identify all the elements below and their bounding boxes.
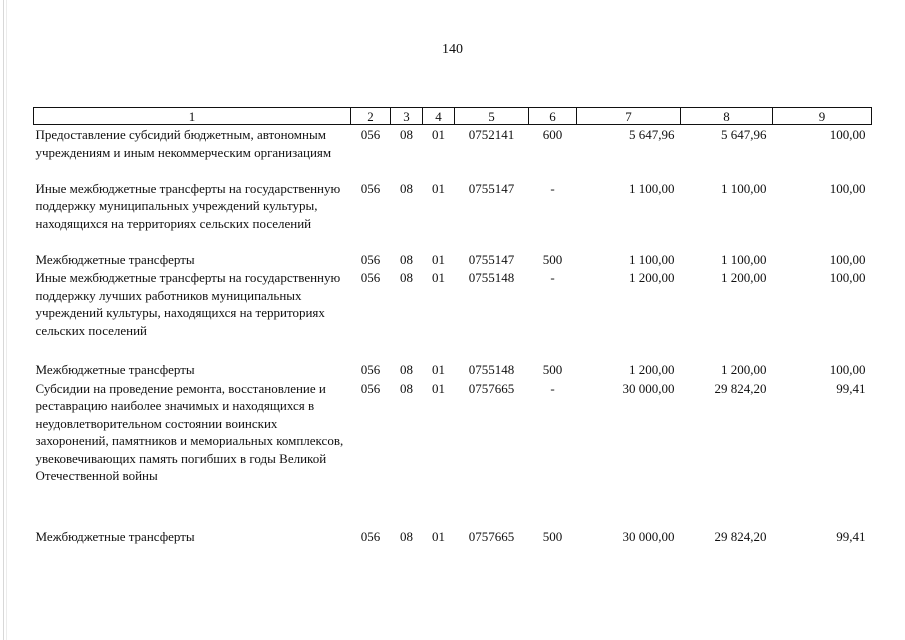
cell-percent: 100,00 (829, 251, 866, 267)
cell-subsection: 01 (432, 127, 445, 142)
cell-section: 08 (400, 127, 413, 142)
cell-ministry-code: 056 (360, 180, 381, 196)
table-row (34, 527, 872, 546)
cell-subsection: 01 (432, 251, 445, 267)
column-header: 2 (351, 108, 391, 125)
cell-section: 08 (400, 362, 413, 377)
cell-expense-type: 500 (542, 251, 563, 267)
table-row (34, 179, 872, 250)
cell-expense-type: - (550, 180, 555, 196)
cell-percent: 100,00 (829, 127, 866, 142)
row-description: Межбюджетные трансферты (35, 528, 195, 544)
cell-planned: 5 647,96 (629, 127, 675, 142)
row-description: Иные межбюджетные трансферты на государственную поддержку лучших работников муниципальных учреждений культуры, находящихся на территориях сельских поселений (35, 270, 341, 338)
column-header: 8 (681, 108, 773, 125)
column-header: 5 (455, 108, 529, 125)
cell-ministry-code: 056 (360, 251, 381, 267)
cell-expense-type: - (550, 270, 555, 285)
row-description: Субсидии на проведение ремонта, восстановление и реставрацию наиболее значимых и находящихся в неудовлетворительном состоянии воинских захоронений, памятников и мемориальных комплексов, увековечивающих память погибших в годы Великой Отечественной войны (35, 380, 344, 483)
cell-executed: 5 647,96 (721, 127, 767, 142)
cell-section: 08 (400, 251, 413, 267)
cell-subsection: 01 (432, 180, 445, 196)
scan-edge-line (3, 0, 4, 640)
cell-ministry-code: 056 (360, 528, 381, 544)
column-header: 3 (391, 108, 423, 125)
cell-planned: 30 000,00 (622, 528, 675, 544)
table-row (34, 268, 872, 360)
column-header: 4 (423, 108, 455, 125)
cell-target-article: 0755147 (468, 251, 515, 267)
cell-executed: 29 824,20 (714, 380, 767, 396)
cell-percent: 99,41 (836, 380, 866, 396)
cell-ministry-code: 056 (360, 270, 381, 285)
cell-planned: 1 200,00 (629, 270, 675, 285)
cell-percent: 99,41 (836, 528, 866, 544)
cell-expense-type: 600 (542, 127, 563, 142)
cell-planned: 1 200,00 (629, 362, 675, 377)
cell-percent: 100,00 (829, 362, 866, 377)
cell-percent: 100,00 (829, 270, 866, 285)
cell-percent: 100,00 (829, 180, 866, 196)
table-row (34, 250, 872, 269)
cell-target-article: 0752141 (468, 127, 515, 142)
cell-subsection: 01 (432, 528, 445, 544)
cell-planned: 1 100,00 (629, 251, 675, 267)
cell-expense-type: 500 (542, 362, 563, 377)
scan-edge-line-2 (6, 0, 7, 640)
cell-section: 08 (400, 270, 413, 285)
cell-executed: 1 200,00 (721, 270, 767, 285)
column-header: 1 (34, 108, 351, 125)
table-row (34, 379, 872, 527)
cell-target-article: 0757665 (468, 380, 515, 396)
cell-executed: 1 100,00 (721, 251, 767, 267)
cell-target-article: 0755148 (468, 270, 515, 285)
column-header: 6 (529, 108, 577, 125)
column-header: 9 (773, 108, 872, 125)
row-description: Межбюджетные трансферты (35, 362, 195, 377)
cell-target-article: 0755148 (468, 362, 515, 377)
cell-target-article: 0755147 (468, 180, 515, 196)
budget-table (33, 107, 872, 545)
cell-expense-type: - (550, 380, 555, 396)
table-header-row (34, 108, 872, 125)
cell-planned: 30 000,00 (622, 380, 675, 396)
cell-executed: 29 824,20 (714, 528, 767, 544)
cell-planned: 1 100,00 (629, 180, 675, 196)
cell-subsection: 01 (432, 270, 445, 285)
page-number: 140 (442, 42, 463, 57)
cell-expense-type: 500 (542, 528, 563, 544)
cell-section: 08 (400, 528, 413, 544)
cell-subsection: 01 (432, 380, 445, 396)
cell-executed: 1 200,00 (721, 362, 767, 377)
cell-executed: 1 100,00 (721, 180, 767, 196)
row-description: Иные межбюджетные трансферты на государственную поддержку муниципальных учреждений культуры, находящихся на территориях сельских поселений (35, 180, 341, 231)
cell-section: 08 (400, 380, 413, 396)
cell-ministry-code: 056 (360, 127, 381, 142)
cell-ministry-code: 056 (360, 362, 381, 377)
cell-target-article: 0757665 (468, 528, 515, 544)
table-row (34, 125, 872, 179)
column-header: 7 (577, 108, 681, 125)
cell-section: 08 (400, 180, 413, 196)
cell-ministry-code: 056 (360, 380, 381, 396)
row-description: Межбюджетные трансферты (35, 251, 195, 267)
table-row (34, 360, 872, 379)
cell-subsection: 01 (432, 362, 445, 377)
row-description: Предоставление субсидий бюджетным, автономным учреждениям и иным некоммерческим организациям (35, 127, 332, 160)
